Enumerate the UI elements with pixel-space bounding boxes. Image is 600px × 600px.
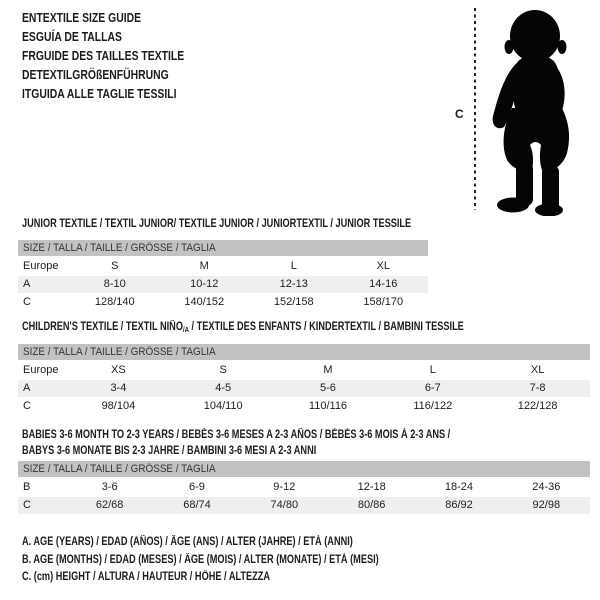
size-cell: 14-16 — [339, 275, 429, 293]
size-cell: 3-6 — [101, 481, 118, 494]
size-cell: 116/122 — [413, 400, 453, 413]
size-cell: 68/74 — [153, 496, 240, 514]
language-row-en — [22, 8, 225, 27]
language-code: EN — [22, 10, 37, 25]
size-bar-label: SIZE / TALLA / TAILLE / GRÖSSE / TAGLIA — [18, 240, 428, 257]
language-title: GUIDE DES TAILLES TEXTILE — [35, 48, 185, 63]
junior-table-title: JUNIOR TEXTILE / TEXTIL JUNIOR/ TEXTILE JUNIOR / JUNIORTEXTIL / JUNIOR TESSILE — [22, 218, 412, 230]
language-title: GUIDA ALLE TAGLIE TESSILI — [31, 86, 177, 101]
size-bar-row — [18, 344, 590, 361]
size-cell: 158/170 — [363, 296, 404, 309]
row-label-cell: Europe — [23, 364, 59, 377]
table-row — [18, 275, 428, 293]
children-size-table — [18, 344, 590, 415]
size-cell: 128/140 — [94, 296, 135, 309]
size-cell: 3-4 — [66, 379, 171, 397]
size-cell: XS — [111, 364, 126, 377]
babies-size-table — [18, 461, 590, 515]
size-bar-row — [18, 240, 428, 257]
table-row — [18, 496, 590, 514]
toddler-silhouette-icon — [486, 4, 596, 216]
size-cell: M — [323, 364, 333, 377]
size-cell: 10-12 — [160, 275, 250, 293]
size-cell: 7-8 — [485, 379, 590, 397]
size-cell: 6-7 — [380, 379, 485, 397]
size-cell: S — [219, 364, 227, 377]
table-row — [18, 379, 590, 397]
footnote-c: C. (cm) HEIGHT / ALTURA / HAUTEUR / HÖHE / ALTEZZA — [22, 571, 271, 583]
junior-size-table — [18, 240, 428, 311]
table-row — [18, 257, 428, 275]
footnotes — [22, 536, 468, 589]
language-code: ES — [22, 29, 36, 44]
size-cell: 5-6 — [276, 379, 381, 397]
size-cell: L — [429, 364, 436, 377]
row-label-cell: C — [18, 496, 66, 514]
table-row — [18, 361, 590, 379]
size-bar-row — [18, 461, 590, 478]
size-cell: 12-18 — [357, 481, 386, 494]
row-label-cell: A — [18, 379, 66, 397]
size-cell: L — [290, 260, 297, 273]
row-label-cell: A — [18, 275, 70, 293]
size-cell: XL — [376, 260, 390, 273]
language-row-fr — [22, 46, 225, 65]
size-cell: 140/152 — [184, 296, 225, 309]
size-cell: 98/104 — [101, 400, 136, 413]
height-measure-dashed-line — [474, 8, 476, 210]
language-code: DE — [22, 67, 37, 82]
size-cell: 104/110 — [203, 400, 243, 413]
language-header — [22, 8, 225, 103]
size-cell: 24-36 — [532, 481, 561, 494]
language-row-it — [22, 84, 225, 103]
size-cell: S — [111, 260, 119, 273]
row-label-cell: Europe — [23, 260, 59, 273]
table-row — [18, 397, 590, 415]
language-title: TEXTILE SIZE GUIDE — [36, 10, 142, 25]
height-measure-label: C — [455, 107, 464, 121]
row-label-cell: C — [23, 296, 31, 309]
size-cell: XL — [530, 364, 545, 377]
row-label-cell: C — [23, 400, 31, 413]
language-row-de — [22, 65, 225, 84]
language-code: IT — [22, 86, 32, 101]
language-row-es — [22, 27, 225, 46]
footnote-b: B. AGE (MONTHS) / EDAD (MESES) / ÂGE (MOIS) / ALTER (MONATE) / ETÀ (MESI) — [22, 553, 379, 566]
size-cell: 8-10 — [70, 275, 160, 293]
language-title: GUÍA DE TALLAS — [35, 29, 122, 44]
size-cell: 92/98 — [503, 496, 590, 514]
language-code: FR — [22, 48, 36, 63]
size-cell: 18-24 — [444, 481, 474, 494]
size-cell: 6-9 — [189, 481, 205, 494]
table-row — [18, 478, 590, 496]
size-cell: 74/80 — [241, 496, 328, 514]
size-cell: 122/128 — [517, 400, 558, 413]
size-bar-label: SIZE / TALLA / TAILLE / GRÖSSE / TAGLIA — [18, 344, 590, 361]
size-cell: 80/86 — [328, 496, 415, 514]
children-table-title: CHILDREN'S TEXTILE / TEXTIL $NIÑO_{/A}$ / TEXTILE DES ENFANTS / KINDERTEXTIL / BAMBINI TESSILE — [22, 321, 464, 334]
size-cell: 12-13 — [249, 275, 339, 293]
size-cell: 86/92 — [415, 496, 502, 514]
babies-table-title: BABIES 3-6 MONTH TO 2-3 YEARS / BEBÉS 3-6 MESES A 2-3 AÑOS / BÉBÉS 3-6 MOIS À 2-3 ANS / BABYS 3-6 MONATE BIS 2-3 JAHRE / BAMBINI 3-6 MESI A 2-3 ANNI — [22, 429, 451, 457]
size-cell: 9-12 — [273, 481, 296, 494]
size-cell: 4-5 — [171, 379, 276, 397]
size-cell: 110/116 — [308, 400, 348, 413]
size-cell: 62/68 — [66, 496, 153, 514]
size-cell: M — [199, 260, 209, 273]
table-row — [18, 293, 428, 311]
size-cell: 152/158 — [273, 296, 314, 309]
row-label-cell: B — [23, 481, 31, 494]
size-bar-label: SIZE / TALLA / TAILLE / GRÖSSE / TAGLIA — [18, 461, 590, 478]
language-title: TEXTILGRÖßENFÜHRUNG — [36, 67, 169, 82]
footnote-a: A. AGE (YEARS) / EDAD (AÑOS) / ÂGE (ANS) / ALTER (JAHRE) / ETÀ (ANNI) — [22, 536, 353, 548]
